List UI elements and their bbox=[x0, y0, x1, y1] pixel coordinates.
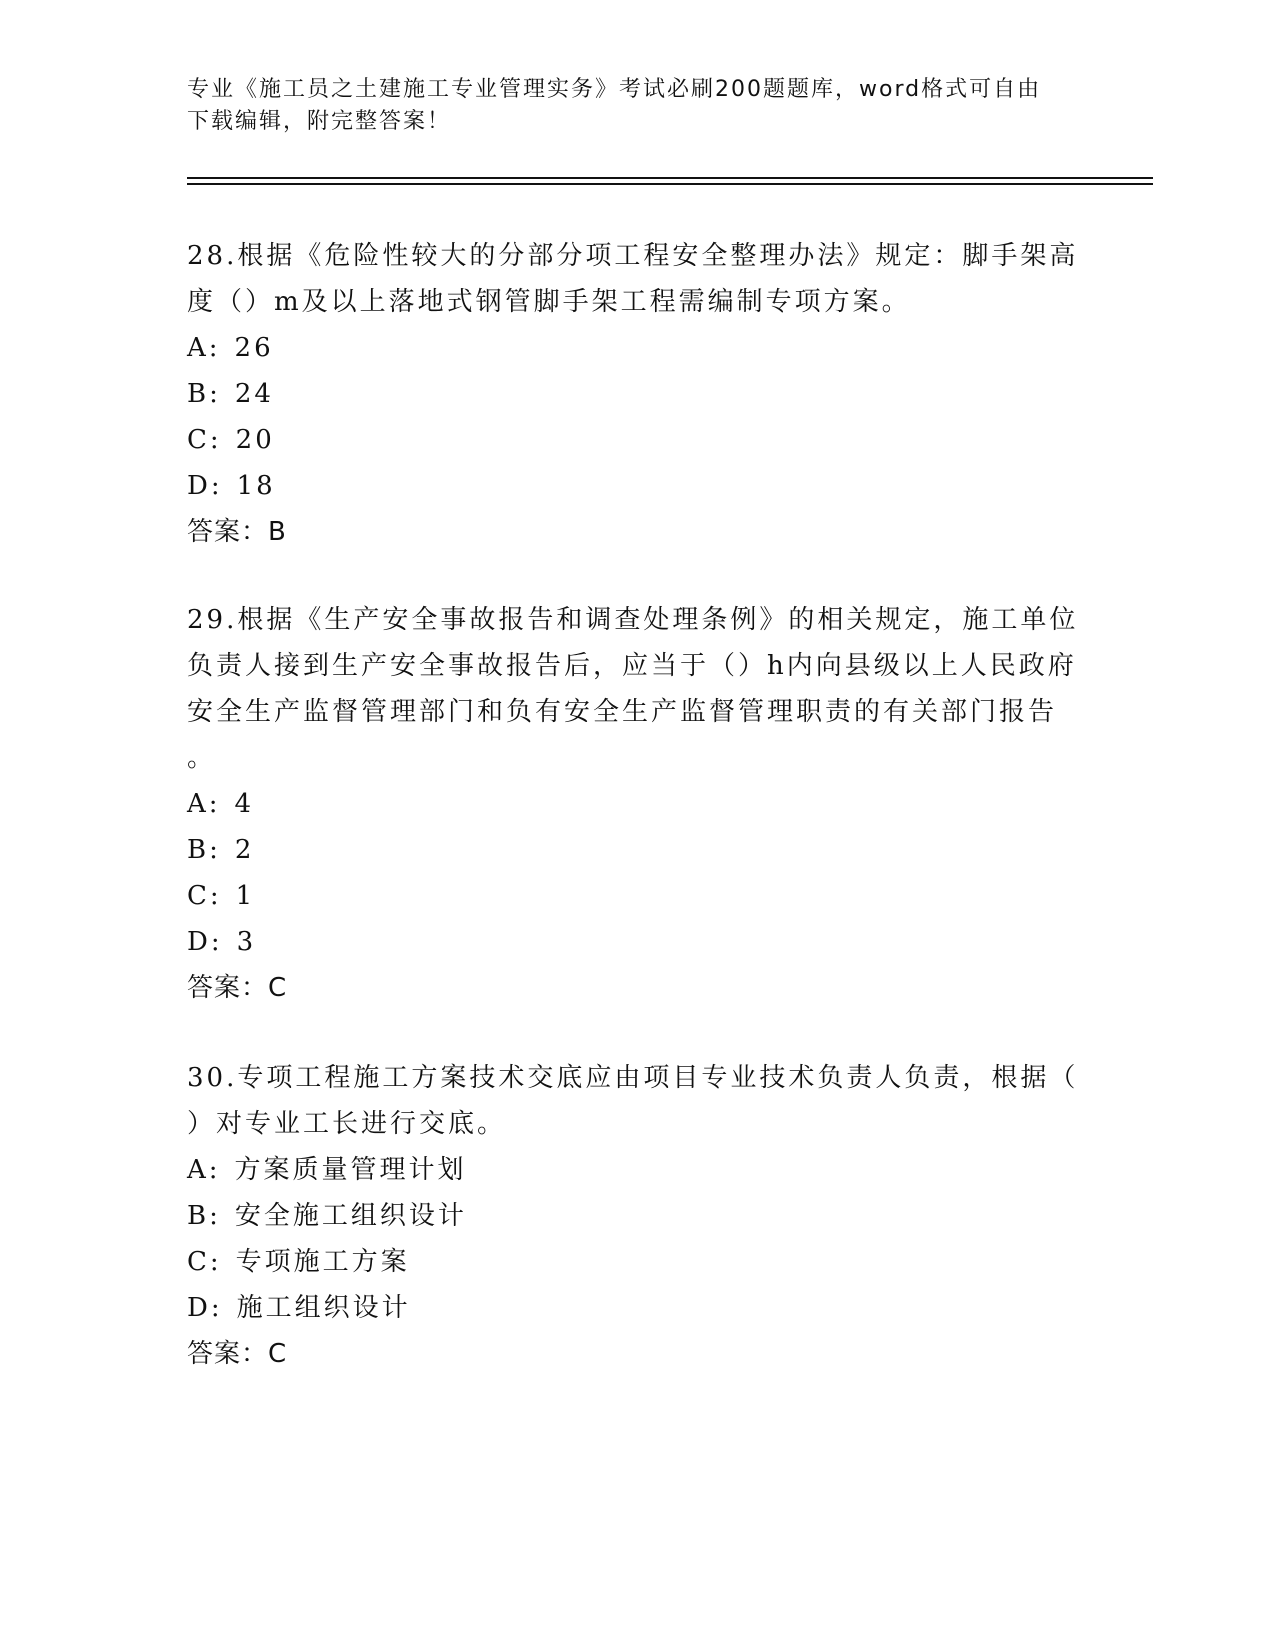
question-29 bbox=[187, 597, 1087, 1011]
option-text: 3 bbox=[236, 927, 257, 957]
option-text: 26 bbox=[234, 333, 274, 363]
answer-line: 答案：C bbox=[187, 1339, 288, 1369]
header-divider-bottom bbox=[187, 183, 1153, 185]
question-stem-line: 。 bbox=[187, 743, 217, 773]
option-key: D: bbox=[187, 1293, 223, 1323]
option-a bbox=[187, 325, 1087, 371]
option-key: C: bbox=[187, 1247, 222, 1277]
option-key: C: bbox=[187, 425, 222, 455]
option-b bbox=[187, 1193, 1087, 1239]
question-stem-line: 安全生产监督管理部门和负有安全生产监督管理职责的有关部门报告 bbox=[187, 697, 1058, 727]
header-line-2: 下载编辑，附完整答案！ bbox=[187, 109, 452, 134]
option-key: A: bbox=[187, 789, 221, 819]
document-header bbox=[187, 74, 1067, 138]
answer-line: 答案：B bbox=[187, 517, 287, 547]
question-stem-line: ）对专业工长进行交底。 bbox=[187, 1109, 507, 1139]
question-28 bbox=[187, 233, 1087, 555]
option-d bbox=[187, 1285, 1087, 1331]
option-text: 20 bbox=[235, 425, 275, 455]
option-text: 18 bbox=[236, 471, 276, 501]
option-key: A: bbox=[187, 333, 221, 363]
option-text: 4 bbox=[234, 789, 255, 819]
option-key: D: bbox=[187, 927, 223, 957]
option-key: B: bbox=[187, 1201, 221, 1231]
option-b bbox=[187, 827, 1087, 873]
option-a bbox=[187, 1147, 1087, 1193]
option-c bbox=[187, 417, 1087, 463]
answer-line: 答案：C bbox=[187, 973, 288, 1003]
option-key: C: bbox=[187, 881, 222, 911]
option-text: 2 bbox=[234, 835, 255, 865]
question-stem-line: 29.根据《生产安全事故报告和调查处理条例》的相关规定，施工单位 bbox=[187, 605, 1079, 635]
option-text: 安全施工组织设计 bbox=[234, 1201, 467, 1231]
option-d bbox=[187, 919, 1087, 965]
option-key: B: bbox=[187, 379, 221, 409]
option-key: D: bbox=[187, 471, 223, 501]
option-text: 1 bbox=[235, 881, 256, 911]
option-key: A: bbox=[187, 1155, 221, 1185]
question-stem-line: 负责人接到生产安全事故报告后，应当于（）h内向县级以上人民政府 bbox=[187, 651, 1077, 681]
question-30 bbox=[187, 1055, 1087, 1377]
option-text: 24 bbox=[234, 379, 274, 409]
option-text: 专项施工方案 bbox=[235, 1247, 410, 1277]
question-stem-line: 28.根据《危险性较大的分部分项工程安全整理办法》规定：脚手架高 bbox=[187, 241, 1079, 271]
question-stem-line: 度（）m及以上落地式钢管脚手架工程需编制专项方案。 bbox=[187, 287, 911, 317]
option-text: 方案质量管理计划 bbox=[234, 1155, 467, 1185]
header-line-1: 专业《施工员之土建施工专业管理实务》考试必刷200题题库，word格式可自由 bbox=[187, 77, 1042, 102]
option-text: 施工组织设计 bbox=[236, 1293, 411, 1323]
header-divider-top bbox=[187, 177, 1153, 179]
option-d bbox=[187, 463, 1087, 509]
option-a bbox=[187, 781, 1087, 827]
option-c bbox=[187, 873, 1087, 919]
option-c bbox=[187, 1239, 1087, 1285]
question-stem-line: 30.专项工程施工方案技术交底应由项目专业技术负责人负责，根据（ bbox=[187, 1063, 1079, 1093]
option-b bbox=[187, 371, 1087, 417]
option-key: B: bbox=[187, 835, 221, 865]
